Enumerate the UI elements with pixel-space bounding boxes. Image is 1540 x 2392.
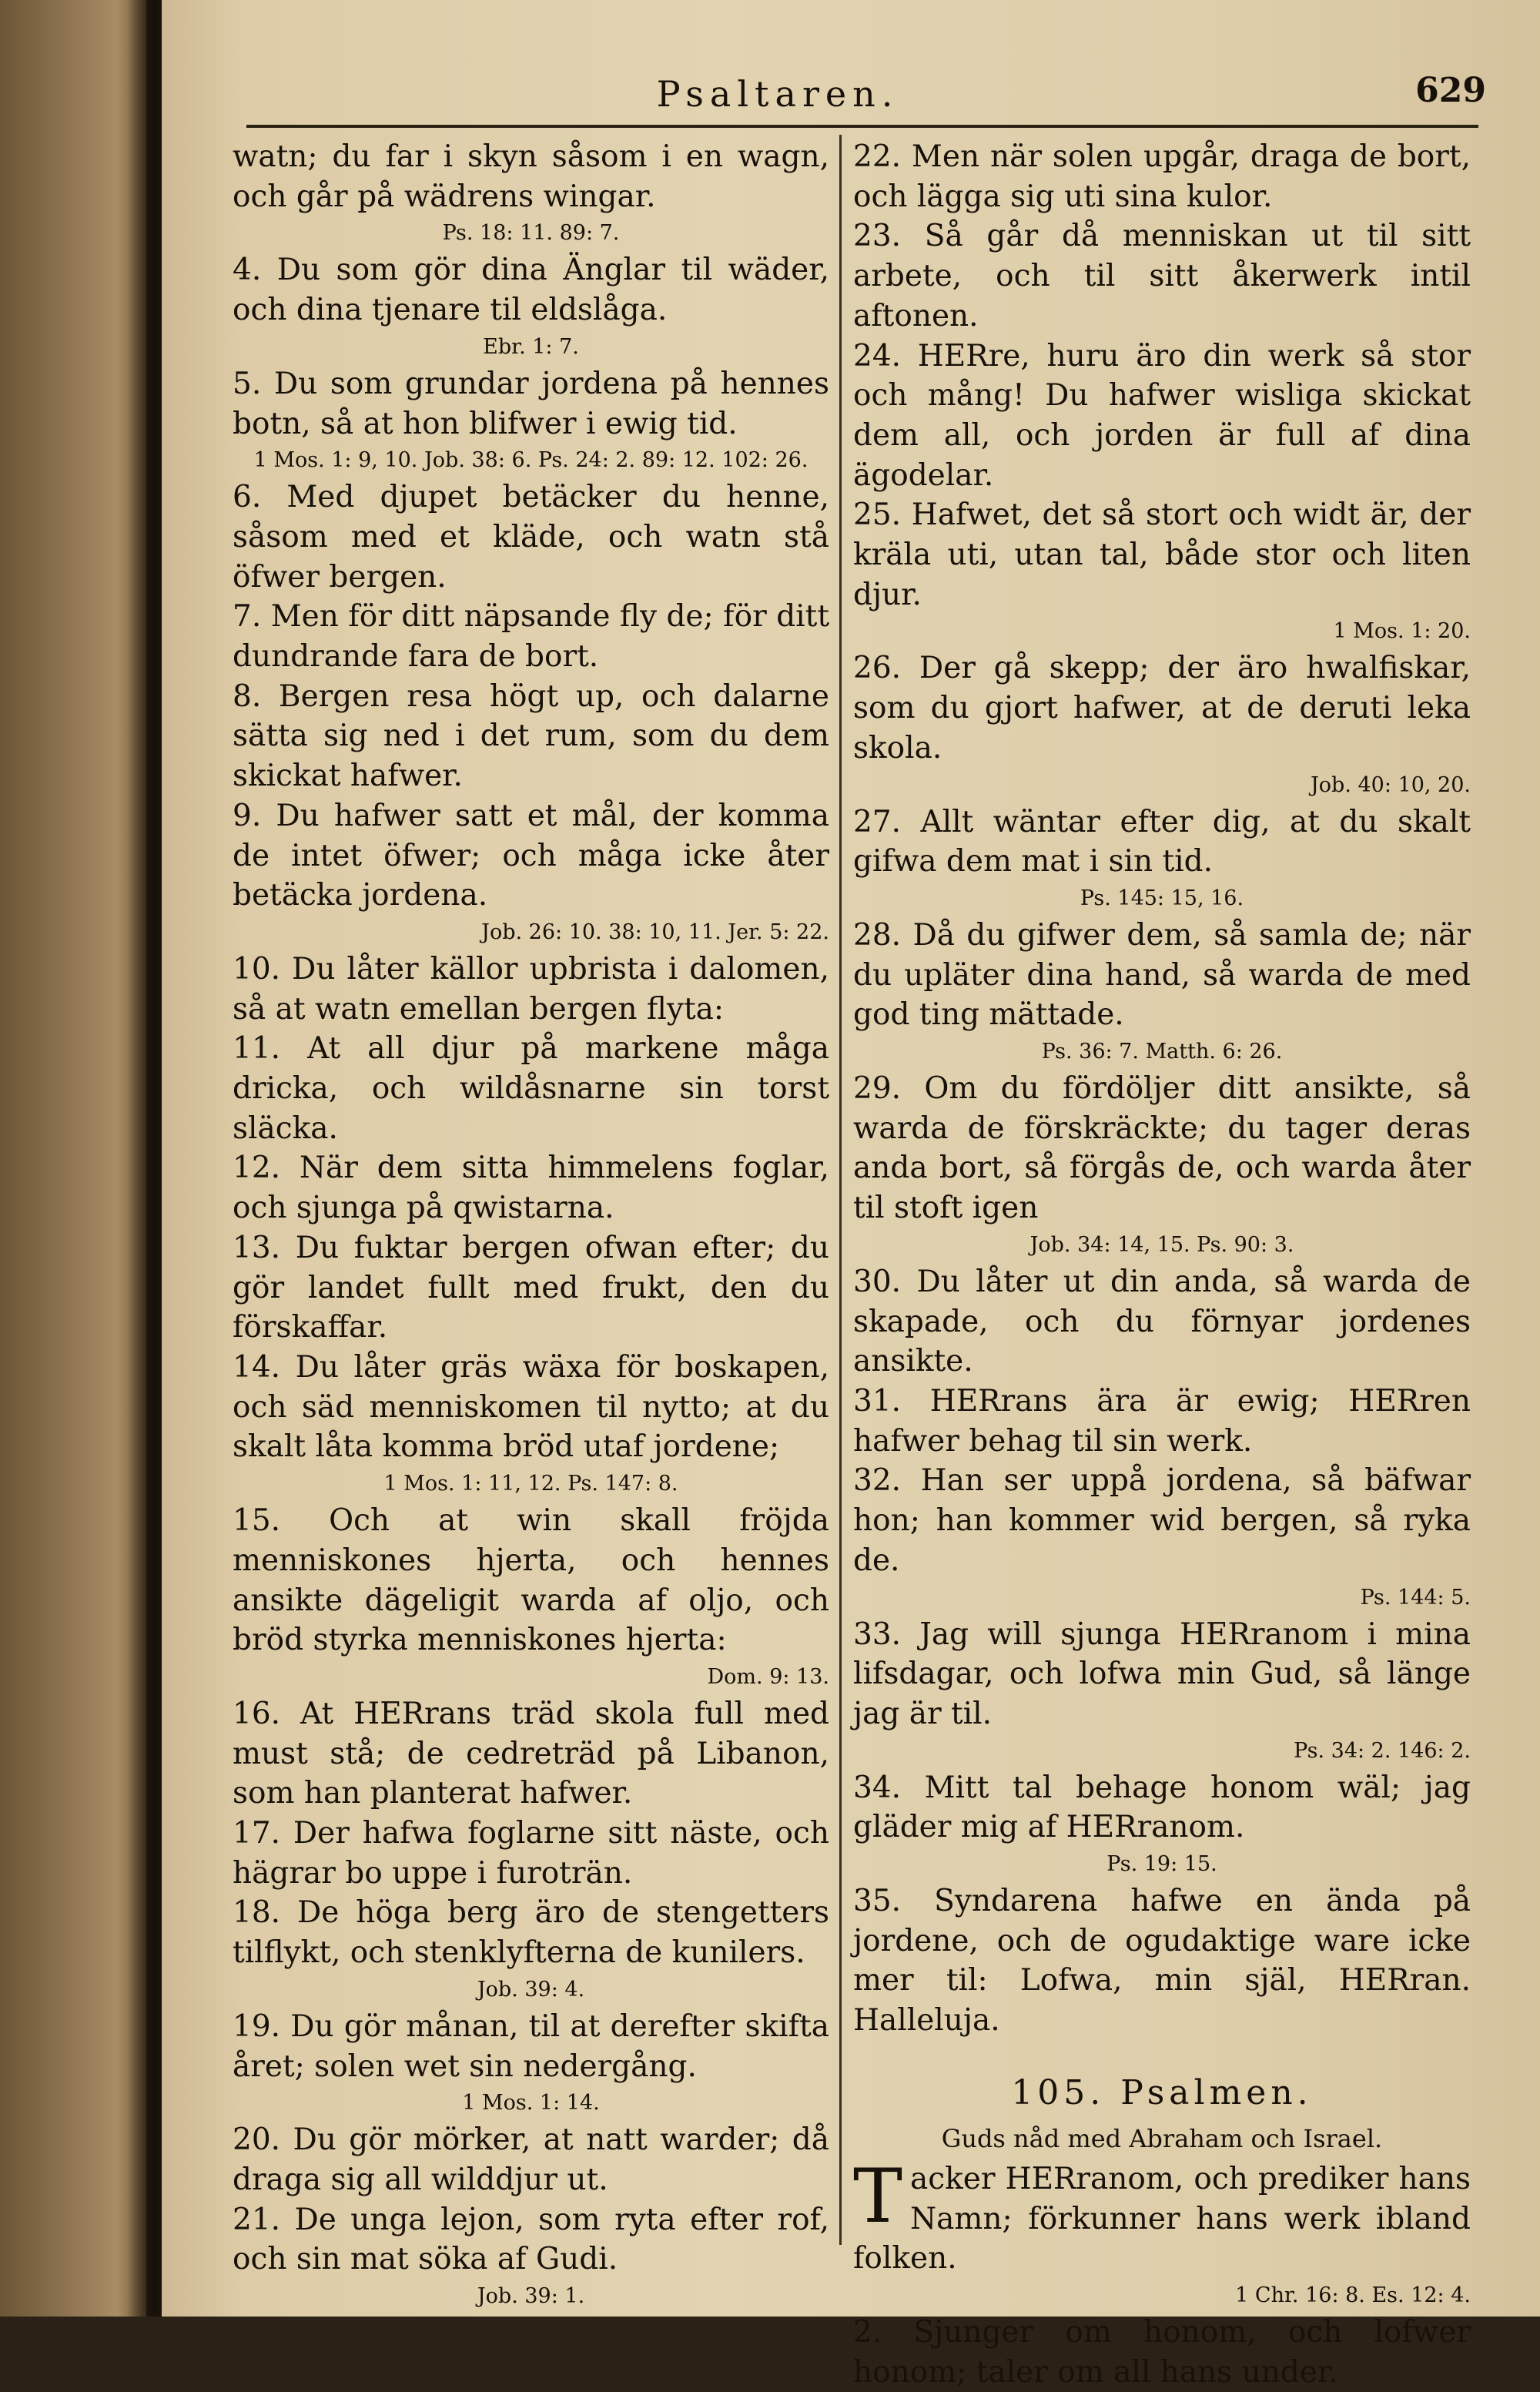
verse-9: 9. Du hafwer satt et mål, der komma de intet öfwer; och måga icke åter betäcka jordena.: [233, 798, 829, 913]
verse-12: 12. När dem sitta himmelens foglar, och sjunga på qwistarna.: [233, 1151, 829, 1226]
cross-reference: Ps. 144: 5.: [1360, 1585, 1471, 1610]
cross-reference: 1 Mos. 1: 14.: [462, 2091, 600, 2116]
verse-10: 10. Du låter källor upbrista i dalomen, så at watn emellan bergen flyta:: [233, 951, 829, 1027]
cross-reference: 1 Chr. 16: 8. Es. 12: 4.: [1235, 2283, 1471, 2307]
psalm-heading: 105. Psalmen.: [1011, 2072, 1313, 2112]
verse-8: 8. Bergen resa högt up, och dalarne sätta sig ned i det rum, som du dem skickat hafwer.: [233, 678, 829, 794]
verse-25: 25. Hafwet, det så stort och widt är, der kräla uti, utan tal, både stor och liten djur.: [853, 497, 1471, 612]
cross-reference: Ps. 18: 11. 89: 7.: [442, 221, 620, 246]
verse-4: 4. Du som gör dina Änglar til wäder, och dina tjenare til eldslåga.: [233, 253, 829, 328]
verse-5: 5. Du som grundar jordena på hennes botn, så at hon blifwer i ewig tid.: [233, 366, 829, 441]
left-column: [233, 137, 829, 2313]
column-divider: [839, 135, 842, 2245]
verse-35: 35. Syndarena hafwe en ända på jordene, och de ogudaktige ware icke mer til: Lofwa, min själ, HERran. Halleluja.: [853, 1884, 1471, 2039]
verse-24: 24. HERre, huru äro din werk så stor och mång! Du hafwer wisliga skickat dem all, och jorden är full af dina ägodelar.: [853, 338, 1471, 493]
facing-page-edge: [0, 0, 146, 2317]
verse-3-cont: watn; du far i skyn såsom i en wagn, och går på wädrens wingar.: [233, 139, 829, 214]
cross-reference: Job. 40: 10, 20.: [1310, 772, 1471, 797]
cross-reference: Ebr. 1: 7.: [483, 334, 579, 359]
verse-21: 21. De unga lejon, som ryta efter rof, och sin mat söka af Gudi.: [233, 2202, 829, 2277]
verse-23: 23. Så går då menniskan ut til sitt arbete, och til sitt åkerwerk intil aftonen.: [853, 219, 1471, 333]
cross-reference: Ps. 145: 15, 16.: [1080, 886, 1244, 910]
cross-reference: Ps. 19: 15.: [1106, 1852, 1217, 1877]
running-header-title: Psaltaren.: [656, 73, 899, 115]
header-rule: [246, 125, 1478, 128]
right-column: [853, 137, 1471, 2392]
verse-18: 18. De höga berg äro de stengetters tilflykt, och stenklyfterna de kunilers.: [233, 1895, 829, 1971]
cross-reference: Job. 39: 4.: [477, 1977, 585, 2002]
verse-11: 11. At all djur på markene måga dricka, och wildåsnarne sin torst släcka.: [233, 1031, 829, 1146]
verse-29: 29. Om du fördöljer ditt ansikte, så warda de förskräckte; du tager deras anda bort, så förgås de, och warda åter til stoft igen: [853, 1071, 1471, 1226]
cross-reference: 1 Mos. 1: 9, 10. Job. 38: 6. Ps. 24: 2. 89: 12. 102: 26.: [253, 448, 808, 473]
verse-13: 13. Du fuktar bergen ofwan efter; du gör landet fullt med frukt, den du förskaffar.: [233, 1230, 829, 1345]
verse-6: 6. Med djupet betäcker du henne, såsom med et kläde, och watn stå öfwer bergen.: [233, 480, 829, 595]
psalm-105-verse-1: [853, 2152, 1471, 2279]
verse-14: 14. Du låter gräs wäxa för boskapen, och säd menniskomen til nytto; at du skalt låta komma bröd utaf jordene;: [233, 1349, 829, 1465]
verse-20: 20. Du gör mörker, at natt warder; då draga sig all wilddjur ut.: [233, 2122, 829, 2197]
cross-reference: Job. 26: 10. 38: 10, 11. Jer. 5: 22.: [481, 920, 829, 944]
psalm-105-verse-2: 2. Sjunger om honom, och lofwer honom; taler om all hans under.: [853, 2314, 1471, 2390]
verse-19: 19. Du gör månan, til at derefter skifta året; solen wet sin nedergång.: [233, 2008, 829, 2084]
cross-reference: Job. 34: 14, 15. Ps. 90: 3.: [1029, 1232, 1294, 1257]
cross-reference: Dom. 9: 13.: [707, 1664, 829, 1689]
verse-17: 17. Der hafwa foglarne sitt näste, och hägrar bo uppe i furoträn.: [233, 1816, 829, 1891]
verse-26: 26. Der gå skepp; der äro hwalfiskar, som du gjort hafwer, at de deruti leka skola.: [853, 651, 1471, 766]
verse-34: 34. Mitt tal behage honom wäl; jag gläder mig af HERranom.: [853, 1770, 1471, 1845]
verse-31: 31. HERrans ära är ewig; HERren hafwer behag til sin werk.: [853, 1383, 1471, 1459]
verse-15: 15. Och at win skall fröjda menniskones hjerta, och hennes ansikte dägeligit warda af oljo, och bröd styrka menniskones hjerta:: [233, 1503, 829, 1658]
cross-reference: Ps. 34: 2. 146: 2.: [1294, 1738, 1471, 1763]
drop-cap: T: [853, 2152, 903, 2240]
psalm-subtitle: Guds nåd med Abraham och Israel.: [941, 2123, 1383, 2153]
verse-30: 30. Du låter ut din anda, så warda de skapade, och du förnyar jordenes ansikte.: [853, 1264, 1471, 1379]
cross-reference: 1 Mos. 1: 11, 12. Ps. 147: 8.: [383, 1472, 678, 1496]
verse-33: 33. Jag will sjunga HERranom i mina lifsdagar, och lofwa min Gud, så länge jag är til.: [853, 1616, 1471, 1731]
verse-22: 22. Men när solen upgår, draga de bort, och lägga sig uti sina kulor.: [853, 139, 1471, 214]
cross-reference: Ps. 36: 7. Matth. 6: 26.: [1041, 1040, 1283, 1064]
cross-reference: 1 Mos. 1: 20.: [1333, 619, 1471, 644]
verse-16: 16. At HERrans träd skola full med must stå; de cedreträd på Libanon, som han planterat hafwer.: [233, 1696, 829, 1811]
verse-27: 27. Allt wäntar efter dig, at du skalt gifwa dem mat i sin tid.: [853, 804, 1471, 879]
verse-7: 7. Men för ditt näpsande fly de; för ditt dundrande fara de bort.: [233, 599, 829, 675]
verse-28: 28. Då du gifwer dem, så samla de; när du upläter dina hand, så warda de med god ting mättade.: [853, 917, 1471, 1033]
verse-1-text: acker HERranom, och prediker hans Namn; förkunner hans werk ibland folken.: [853, 2161, 1471, 2276]
cross-reference: Job. 39: 1.: [477, 2284, 585, 2309]
verse-32: 32. Han ser uppå jordena, så bäfwar hon; han kommer wid bergen, så ryka de.: [853, 1463, 1471, 1578]
page-number: 629: [1415, 71, 1486, 110]
